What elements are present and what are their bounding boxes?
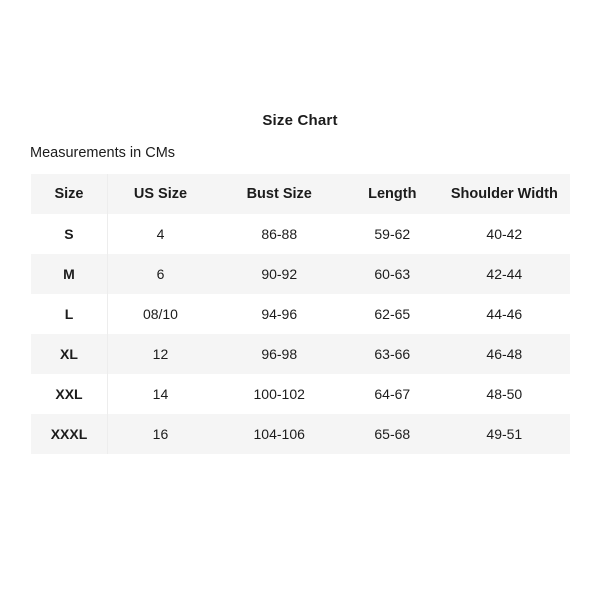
size-label-cell: S — [31, 214, 107, 254]
measurement-cell: 12 — [152, 346, 169, 362]
column-header-shoulder-width: Shoulder Width — [450, 186, 558, 202]
measurement-cell: 100-102 — [253, 386, 305, 402]
page-title: Size Chart — [262, 112, 338, 129]
measurement-cell: 60-63 — [374, 266, 411, 282]
measurement-cell: 16 — [152, 426, 169, 442]
measurement-cell: 46-48 — [486, 346, 523, 362]
table-row-s — [31, 214, 570, 254]
units-note: Measurements in CMs — [30, 145, 176, 161]
size-label-cell: XL — [31, 334, 107, 374]
measurement-cell: 59-62 — [374, 226, 411, 242]
size-chart-table — [31, 174, 570, 454]
measurement-cell: 42-44 — [486, 266, 523, 282]
measurement-cell: 6 — [156, 266, 165, 282]
measurement-cell: 94-96 — [261, 306, 298, 322]
measurement-cell: 48-50 — [486, 386, 523, 402]
measurement-cell: 96-98 — [261, 346, 298, 362]
measurement-cell: 08/10 — [142, 306, 178, 322]
table-header — [31, 174, 570, 214]
table-row-xl — [31, 334, 570, 374]
size-label-cell: XXL — [31, 374, 107, 414]
table-row-xxxl — [31, 414, 570, 454]
column-header-bust-size: Bust Size — [246, 186, 312, 202]
measurement-cell: 4 — [156, 226, 165, 242]
measurement-cell: 64-67 — [374, 386, 411, 402]
measurement-cell: 40-42 — [486, 226, 523, 242]
measurement-cell: 49-51 — [486, 426, 523, 442]
measurement-cell: 14 — [152, 386, 169, 402]
measurement-cell: 104-106 — [253, 426, 305, 442]
measurement-cell: 44-46 — [486, 306, 523, 322]
table-header-row — [31, 174, 570, 214]
measurement-cell: 90-92 — [261, 266, 298, 282]
column-header-length: Length — [368, 186, 417, 202]
size-label-cell: XXXL — [31, 414, 107, 454]
measurement-cell: 65-68 — [374, 426, 411, 442]
column-header-size: Size — [31, 174, 107, 214]
size-label-cell: M — [31, 254, 107, 294]
table-row-m — [31, 254, 570, 294]
size-table-body — [31, 214, 570, 454]
measurement-cell: 86-88 — [261, 226, 298, 242]
measurement-cell: 62-65 — [374, 306, 411, 322]
table-row-l — [31, 294, 570, 334]
measurement-cell: 63-66 — [374, 346, 411, 362]
size-label-cell: L — [31, 294, 107, 334]
column-header-us-size: US Size — [133, 186, 188, 202]
table-row-xxl — [31, 374, 570, 414]
